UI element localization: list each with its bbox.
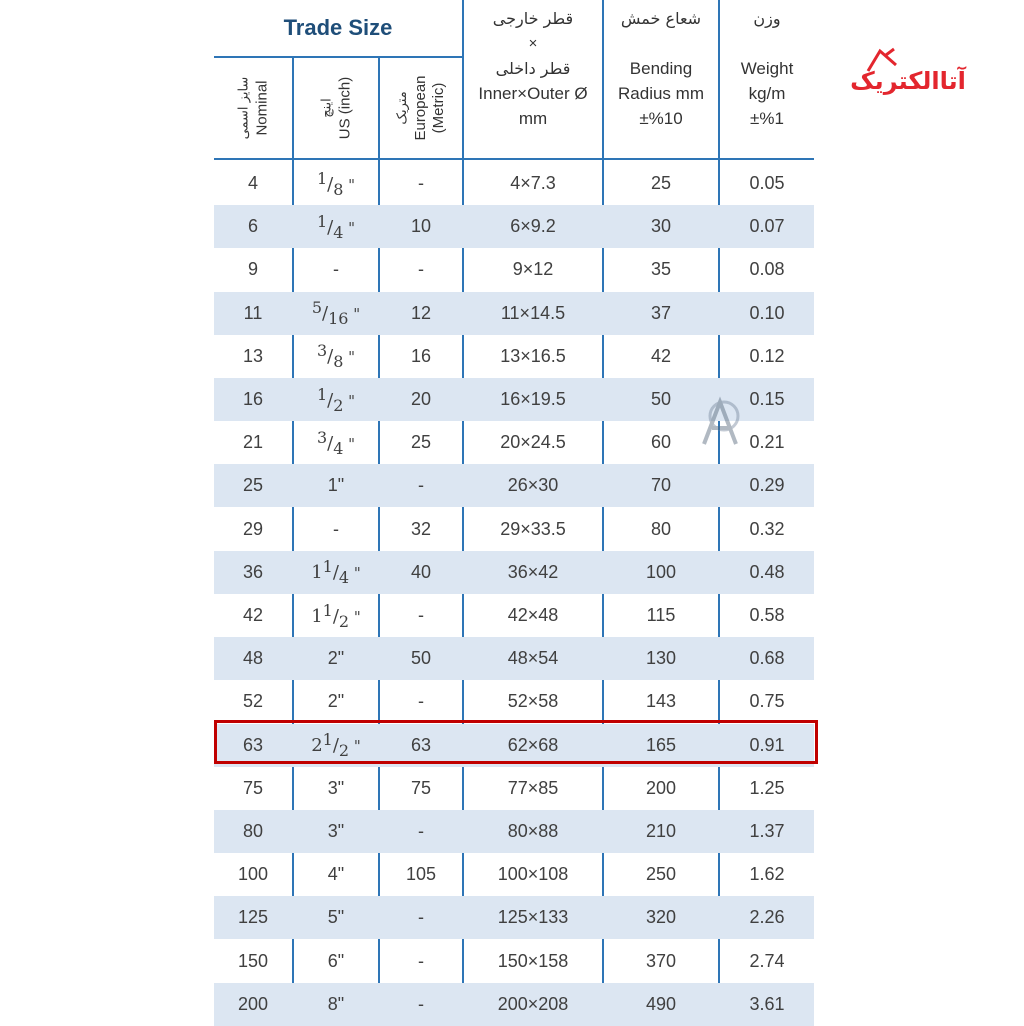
bending-tolerance: ±%10 xyxy=(639,109,683,128)
weight-cell: 0.68 xyxy=(749,648,785,669)
bending-radius-cell: 100 xyxy=(645,561,677,582)
weight-cell: 1.62 xyxy=(749,864,785,885)
company-logo xyxy=(838,45,978,97)
metric-cell: 32 xyxy=(410,518,432,539)
metric-header xyxy=(380,58,462,158)
inner-outer-cell: 62×68 xyxy=(507,734,559,755)
metric-header-en: European (Metric) xyxy=(412,75,447,141)
nominal-cell: 6 xyxy=(247,216,258,237)
metric-cell: - xyxy=(418,259,424,280)
us-inch-cell: - xyxy=(333,259,339,280)
inch-denominator: 2 xyxy=(338,741,350,761)
us-inch-cell: 2" xyxy=(327,648,345,669)
table-row xyxy=(214,637,814,680)
nominal-cell: 4 xyxy=(247,173,258,193)
bending-radius-cell: 42 xyxy=(650,345,672,366)
metric-cell: 63 xyxy=(410,734,432,755)
inch-fraction: $^5/_{16}$ " xyxy=(311,298,361,329)
us-inch-cell: 5" xyxy=(327,907,345,928)
inch-numerator: 1 xyxy=(322,600,333,620)
inner-outer-cell: 13×16.5 xyxy=(500,345,566,366)
us-inch-cell xyxy=(294,378,378,421)
metric-cell: - xyxy=(418,993,424,1014)
table-row xyxy=(214,724,814,767)
inner-outer-cell: 100×108 xyxy=(497,864,569,885)
us-header-en: US (inch) xyxy=(335,76,353,140)
us-inch-cell: 1" xyxy=(327,475,345,496)
us-inch-cell xyxy=(294,162,378,205)
table-row xyxy=(214,853,814,896)
bending-radius-cell: 490 xyxy=(645,993,677,1014)
bending-radius-cell: 50 xyxy=(650,389,672,409)
metric-cell: - xyxy=(418,605,424,625)
table-row xyxy=(214,767,814,810)
inner-outer-cell: 4×7.3 xyxy=(510,173,556,193)
inner-outer-cell: 6×9.2 xyxy=(510,216,556,237)
metric-cell: 12 xyxy=(410,302,432,323)
inner-outer-unit: mm xyxy=(518,109,548,128)
weight-cell: 0.91 xyxy=(749,734,785,755)
us-inch-cell xyxy=(294,594,378,637)
table-row xyxy=(214,896,814,939)
weight-cell: 1.25 xyxy=(749,777,785,798)
nominal-cell: 16 xyxy=(242,389,264,409)
weight-cell: 0.08 xyxy=(749,259,785,280)
inch-numerator: 1 xyxy=(316,168,328,188)
inner-outer-en: Inner×Outer Ø xyxy=(478,84,588,103)
metric-cell: - xyxy=(418,173,424,193)
table-row xyxy=(214,335,814,378)
inch-numerator: 1 xyxy=(322,557,333,577)
inch-denominator: 8 xyxy=(333,352,344,372)
bending-radius-cell: 25 xyxy=(650,173,672,193)
us-inch-cell: 3" xyxy=(327,777,345,798)
inch-fraction: $1^1/_4$ " xyxy=(311,557,361,588)
inner-outer-cell: 150×158 xyxy=(497,950,569,971)
metric-cell: 75 xyxy=(410,777,432,798)
us-inch-cell: 8" xyxy=(327,993,345,1014)
inner-outer-cell: 20×24.5 xyxy=(500,432,566,453)
table-row xyxy=(214,508,814,551)
nominal-cell: 36 xyxy=(242,561,264,582)
table-row xyxy=(214,292,814,335)
inch-denominator: 2 xyxy=(333,395,344,415)
weight-en: Weight xyxy=(740,59,794,78)
nominal-cell: 52 xyxy=(242,691,264,712)
inch-numerator: 1 xyxy=(322,730,333,750)
weight-cell: 1.37 xyxy=(749,821,785,841)
header-bottom-line xyxy=(214,158,814,160)
us-inch-cell xyxy=(294,551,378,594)
us-inch-header xyxy=(294,58,378,158)
inner-outer-cell: 36×42 xyxy=(507,561,559,582)
bending-radius-cell: 115 xyxy=(646,605,676,625)
inch-fraction: $1^1/_2$ " xyxy=(311,600,361,631)
bending-radius-cell: 30 xyxy=(650,216,672,237)
bending-radius-cell: 165 xyxy=(645,734,677,755)
us-inch-cell xyxy=(294,205,378,248)
nominal-header xyxy=(214,58,292,158)
nominal-cell: 200 xyxy=(237,993,269,1014)
weight-cell: 0.07 xyxy=(749,216,785,237)
bending-radius-cell: 370 xyxy=(645,950,677,971)
inch-whole: 2 xyxy=(311,735,323,757)
table-row xyxy=(214,940,814,983)
us-inch-cell xyxy=(294,292,378,335)
table-row xyxy=(214,983,814,1026)
weight-tolerance: ±%1 xyxy=(750,109,784,128)
watermark-icon xyxy=(690,392,746,452)
weight-cell: 0.15 xyxy=(749,389,785,409)
times-sign: × xyxy=(528,35,538,52)
nominal-cell: 9 xyxy=(247,259,258,280)
nominal-cell: 75 xyxy=(242,777,264,798)
weight-cell: 0.21 xyxy=(749,432,785,453)
metric-header-fa: متریک xyxy=(395,91,410,125)
weight-cell: 2.26 xyxy=(749,907,785,928)
inch-whole: 1 xyxy=(311,605,323,627)
us-inch-cell: 3" xyxy=(327,821,345,841)
bending-radius-cell: 70 xyxy=(650,475,672,496)
inner-outer-cell: 26×30 xyxy=(507,475,559,496)
inch-denominator: 8 xyxy=(333,179,344,199)
bending-radius-cell: 130 xyxy=(645,648,677,669)
bending-radius-cell: 37 xyxy=(650,302,672,323)
inch-denominator: 2 xyxy=(338,611,350,631)
inch-numerator: 1 xyxy=(316,384,328,404)
metric-cell: 10 xyxy=(410,216,432,237)
bending-radius-cell: 143 xyxy=(645,691,677,712)
us-inch-cell xyxy=(294,335,378,378)
weight-unit: kg/m xyxy=(748,84,786,103)
inner-outer-cell: 52×58 xyxy=(507,691,559,712)
inch-numerator: 3 xyxy=(316,427,328,447)
nominal-cell: 100 xyxy=(237,864,269,885)
us-inch-cell: - xyxy=(333,518,339,539)
weight-fa: وزن xyxy=(753,9,781,28)
weight-cell: 0.32 xyxy=(749,518,785,539)
metric-cell: - xyxy=(418,950,424,971)
bending-radius-cell: 35 xyxy=(650,259,672,280)
inner-outer-cell: 29×33.5 xyxy=(500,518,566,539)
us-header-fa: اینچ xyxy=(318,98,334,118)
inner-outer-cell: 80×88 xyxy=(507,821,559,841)
weight-cell: 0.48 xyxy=(749,561,785,582)
table-row xyxy=(214,810,814,853)
outer-diameter-fa: قطر خارجی xyxy=(492,9,574,28)
inch-denominator: 4 xyxy=(333,222,344,242)
trade-size-heading: Trade Size xyxy=(283,15,393,40)
table-row xyxy=(214,594,814,637)
inch-numerator: 5 xyxy=(311,298,323,318)
metric-cell: 40 xyxy=(410,561,432,582)
table-row xyxy=(214,248,814,291)
logo-text: آتاالکتریک xyxy=(850,67,966,95)
inner-outer-cell: 125×133 xyxy=(497,907,569,928)
bending-radius-cell: 250 xyxy=(645,864,677,885)
inch-fraction: $^1/_4$ " xyxy=(316,211,356,242)
table-row xyxy=(214,205,814,248)
inch-denominator: 4 xyxy=(338,568,350,588)
table-row xyxy=(214,551,814,594)
table-row xyxy=(214,680,814,723)
weight-cell: 2.74 xyxy=(749,950,785,971)
inch-fraction: $^1/_2$ " xyxy=(316,384,356,415)
weight-cell: 0.75 xyxy=(749,691,785,712)
bending-fa: شعاع خمش xyxy=(620,9,702,28)
inner-outer-cell: 42×48 xyxy=(507,605,559,625)
bending-radius-cell: 320 xyxy=(645,907,677,928)
metric-cell: 16 xyxy=(410,345,432,366)
weight-header xyxy=(720,6,814,131)
inner-outer-cell: 48×54 xyxy=(507,648,559,669)
nominal-cell: 48 xyxy=(242,648,264,669)
us-inch-cell xyxy=(294,421,378,464)
inch-numerator: 1 xyxy=(316,211,328,231)
trade-size-table xyxy=(214,0,814,1024)
inch-fraction: $^1/_8$ " xyxy=(316,168,356,199)
nominal-cell: 125 xyxy=(237,907,269,928)
bending-radius-cell: 60 xyxy=(650,432,672,453)
nominal-cell: 29 xyxy=(242,518,264,539)
weight-cell: 0.05 xyxy=(749,173,785,193)
weight-cell: 3.61 xyxy=(749,993,785,1014)
inch-numerator: 3 xyxy=(316,341,328,361)
metric-cell: - xyxy=(418,907,424,928)
weight-cell: 0.10 xyxy=(749,302,785,323)
us-inch-cell: 6" xyxy=(327,950,345,971)
nominal-cell: 25 xyxy=(242,475,264,496)
nominal-cell: 11 xyxy=(243,302,263,323)
metric-cell: 50 xyxy=(410,648,432,669)
inch-whole: 1 xyxy=(311,562,323,584)
metric-cell: - xyxy=(418,821,424,841)
nominal-header-fa: سایز اسمی xyxy=(235,76,251,140)
table-row xyxy=(214,162,814,205)
weight-cell: 0.58 xyxy=(749,605,785,625)
table-row xyxy=(214,464,814,507)
us-inch-cell xyxy=(294,724,378,767)
inner-outer-cell: 200×208 xyxy=(497,993,569,1014)
bending-en2: Radius mm xyxy=(618,84,704,103)
metric-cell: 25 xyxy=(410,432,432,453)
bending-radius-cell: 80 xyxy=(650,518,672,539)
nominal-cell: 42 xyxy=(242,605,264,625)
us-inch-cell: 2" xyxy=(327,691,345,712)
bending-radius-cell: 200 xyxy=(645,777,677,798)
inch-denominator: 16 xyxy=(328,309,349,329)
inner-outer-cell: 9×12 xyxy=(512,259,554,280)
nominal-cell: 13 xyxy=(242,345,264,366)
inch-fraction: $2^1/_2$ " xyxy=(311,730,361,761)
diameter-header xyxy=(464,6,602,131)
inner-outer-cell: 77×85 xyxy=(507,777,559,798)
inch-fraction: $^3/_4$ " xyxy=(316,427,356,458)
us-inch-cell: 4" xyxy=(327,864,345,885)
nominal-cell: 63 xyxy=(242,734,264,755)
nominal-cell: 150 xyxy=(237,950,269,971)
metric-cell: 20 xyxy=(410,389,432,409)
metric-cell: 105 xyxy=(405,864,437,885)
inner-diameter-fa: قطر داخلی xyxy=(495,59,571,78)
nominal-header-en: Nominal xyxy=(252,80,270,136)
weight-cell: 0.29 xyxy=(749,475,785,496)
weight-cell: 0.12 xyxy=(749,345,785,366)
bending-header xyxy=(604,6,718,131)
nominal-cell: 80 xyxy=(242,821,264,841)
nominal-cell: 21 xyxy=(242,432,264,453)
metric-cell: - xyxy=(418,691,424,712)
inch-denominator: 4 xyxy=(333,438,344,458)
bending-en: Bending xyxy=(629,59,693,78)
inner-outer-cell: 16×19.5 xyxy=(500,389,566,409)
bending-radius-cell: 210 xyxy=(645,821,677,841)
metric-cell: - xyxy=(418,475,424,496)
inner-outer-cell: 11×14.5 xyxy=(500,302,566,323)
inch-fraction: $^3/_8$ " xyxy=(316,341,356,372)
